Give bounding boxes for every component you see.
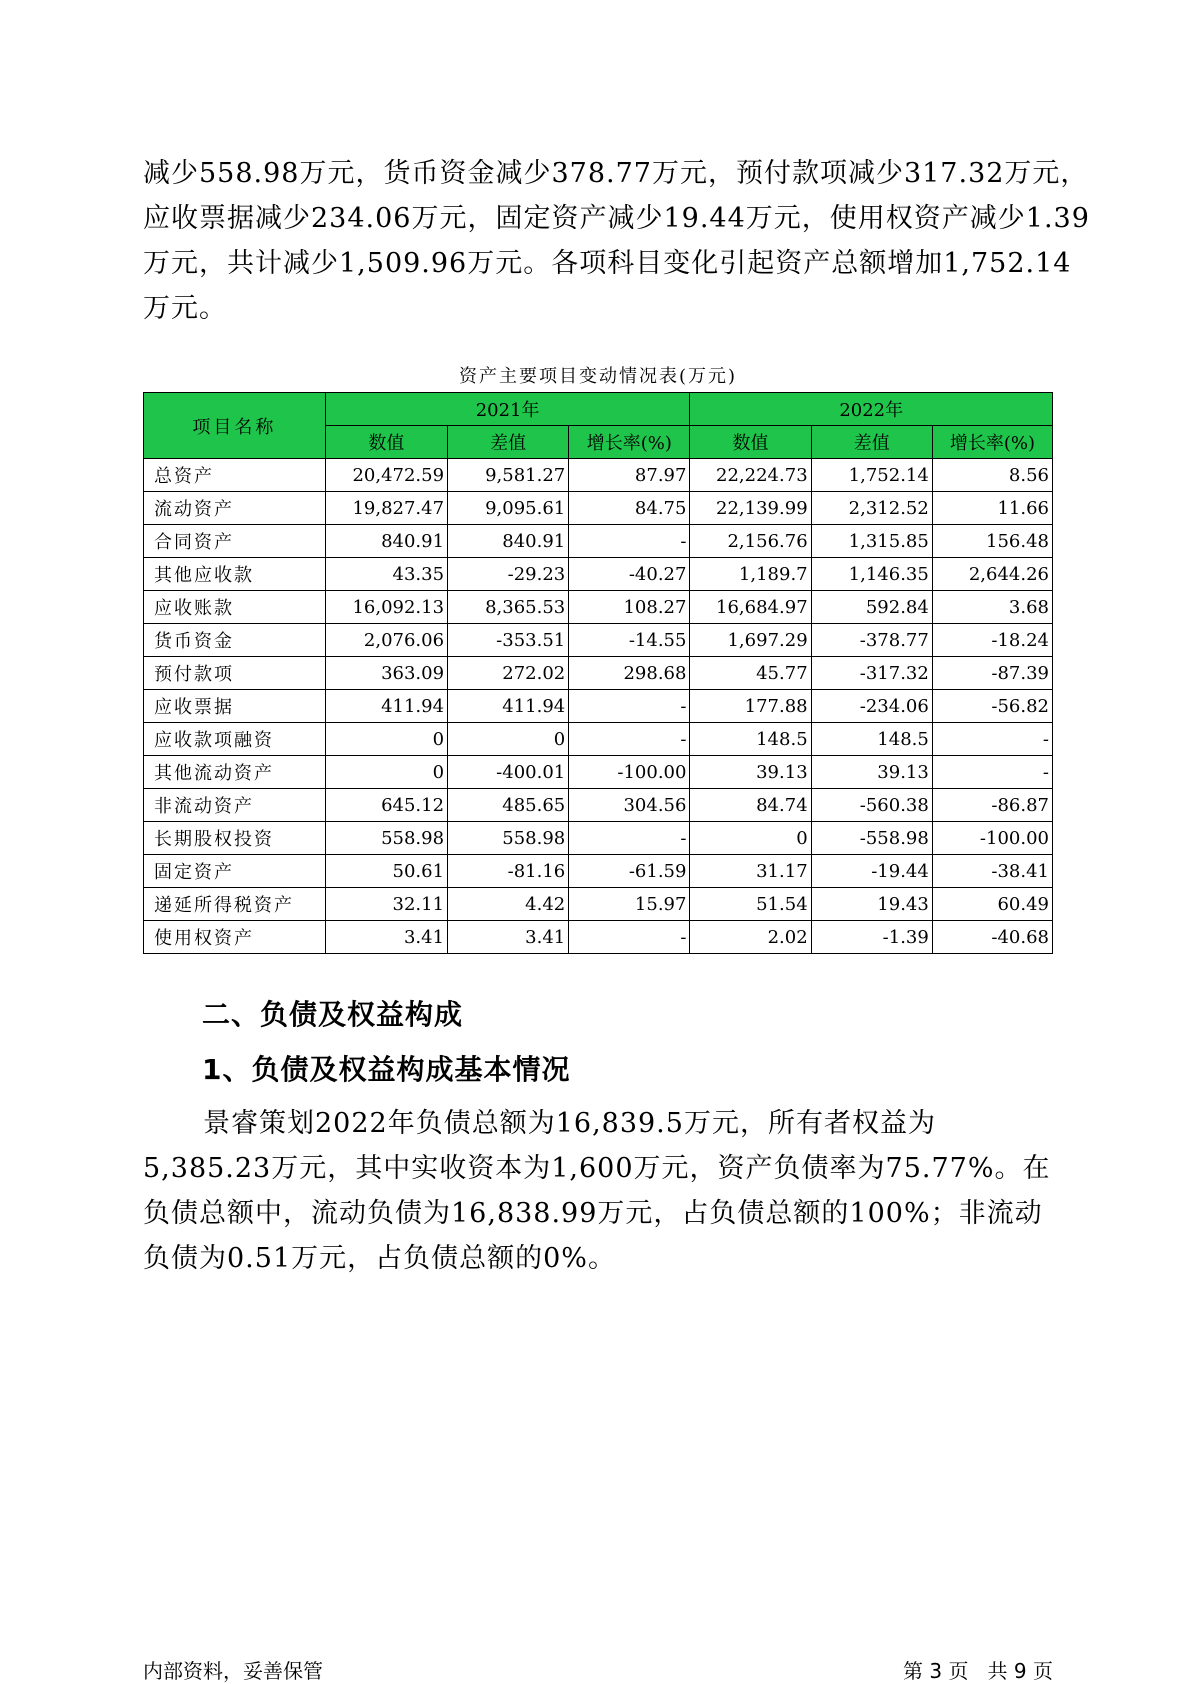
year-2021-header: 2021年 bbox=[325, 393, 690, 426]
cell-r21: 15.97 bbox=[569, 888, 690, 921]
cell-v22: 22,139.99 bbox=[690, 492, 811, 525]
cell-r22: 8.56 bbox=[932, 459, 1052, 492]
table-body bbox=[144, 459, 1053, 954]
table-row bbox=[144, 525, 1053, 558]
cell-d21: 272.02 bbox=[448, 657, 569, 690]
table-row bbox=[144, 921, 1053, 954]
cell-v21: 411.94 bbox=[325, 690, 447, 723]
year-2022-header: 2022年 bbox=[690, 393, 1053, 426]
cell-d21: 4.42 bbox=[448, 888, 569, 921]
cell-r21: -14.55 bbox=[569, 624, 690, 657]
cell-d21: -81.16 bbox=[448, 855, 569, 888]
row-item-name: 应收款项融资 bbox=[144, 723, 326, 756]
cell-d22: 19.43 bbox=[811, 888, 932, 921]
cell-d21: -353.51 bbox=[448, 624, 569, 657]
cell-d21: 485.65 bbox=[448, 789, 569, 822]
diff-header: 差值 bbox=[811, 426, 932, 459]
row-item-name: 递延所得税资产 bbox=[144, 888, 326, 921]
cell-r21: - bbox=[569, 525, 690, 558]
cell-v22: 1,189.7 bbox=[690, 558, 811, 591]
row-item-name: 其他应收款 bbox=[144, 558, 326, 591]
cell-v22: 1,697.29 bbox=[690, 624, 811, 657]
cell-d21: 3.41 bbox=[448, 921, 569, 954]
cell-v22: 45.77 bbox=[690, 657, 811, 690]
cell-v22: 2.02 bbox=[690, 921, 811, 954]
table-caption: 资产主要项目变动情况表(万元) bbox=[458, 366, 738, 387]
cell-r22: - bbox=[932, 756, 1052, 789]
rate-header: 增长率(%) bbox=[569, 426, 690, 459]
cell-r22: 3.68 bbox=[932, 591, 1052, 624]
cell-r22: -100.00 bbox=[932, 822, 1052, 855]
cell-v22: 148.5 bbox=[690, 723, 811, 756]
cell-v22: 84.74 bbox=[690, 789, 811, 822]
cell-v21: 3.41 bbox=[325, 921, 447, 954]
diff-header: 差值 bbox=[448, 426, 569, 459]
cell-v21: 558.98 bbox=[325, 822, 447, 855]
footer-confidential: 内部资料，妥善保管 bbox=[143, 1659, 323, 1683]
cell-d22: 1,146.35 bbox=[811, 558, 932, 591]
cell-r21: 108.27 bbox=[569, 591, 690, 624]
cell-d22: -560.38 bbox=[811, 789, 932, 822]
intro-line: 万元，共计减少1,509.96万元。各项科目变化引起资产总额增加1,752.14 bbox=[143, 248, 1072, 279]
cell-d21: -29.23 bbox=[448, 558, 569, 591]
table-row bbox=[144, 624, 1053, 657]
table-row bbox=[144, 888, 1053, 921]
cell-r21: 87.97 bbox=[569, 459, 690, 492]
table-row bbox=[144, 690, 1053, 723]
table-row bbox=[144, 459, 1053, 492]
rate-header: 增长率(%) bbox=[932, 426, 1052, 459]
intro-line: 万元。 bbox=[143, 293, 227, 324]
cell-d22: 39.13 bbox=[811, 756, 932, 789]
cell-v21: 840.91 bbox=[325, 525, 447, 558]
row-item-name: 使用权资产 bbox=[144, 921, 326, 954]
cell-r21: -61.59 bbox=[569, 855, 690, 888]
row-item-name: 货币资金 bbox=[144, 624, 326, 657]
cell-v22: 39.13 bbox=[690, 756, 811, 789]
cell-v22: 51.54 bbox=[690, 888, 811, 921]
cell-r22: 2,644.26 bbox=[932, 558, 1052, 591]
cell-v22: 0 bbox=[690, 822, 811, 855]
cell-v22: 177.88 bbox=[690, 690, 811, 723]
row-item-name: 总资产 bbox=[144, 459, 326, 492]
footer-page-number: 第 3 页 共 9 页 bbox=[903, 1659, 1053, 1683]
cell-v21: 2,076.06 bbox=[325, 624, 447, 657]
table-row bbox=[144, 723, 1053, 756]
intro-line: 应收票据减少234.06万元，固定资产减少19.44万元，使用权资产减少1.39 bbox=[143, 203, 1090, 234]
cell-r22: -18.24 bbox=[932, 624, 1052, 657]
table-row bbox=[144, 855, 1053, 888]
cell-r21: -100.00 bbox=[569, 756, 690, 789]
cell-v21: 50.61 bbox=[325, 855, 447, 888]
cell-d21: 8,365.53 bbox=[448, 591, 569, 624]
cell-v22: 31.17 bbox=[690, 855, 811, 888]
cell-r21: 298.68 bbox=[569, 657, 690, 690]
row-item-name: 流动资产 bbox=[144, 492, 326, 525]
cell-d22: -317.32 bbox=[811, 657, 932, 690]
value-header: 数值 bbox=[690, 426, 811, 459]
row-item-name: 应收票据 bbox=[144, 690, 326, 723]
cell-r21: - bbox=[569, 822, 690, 855]
cell-d22: 148.5 bbox=[811, 723, 932, 756]
cell-r22: 156.48 bbox=[932, 525, 1052, 558]
section-heading: 二、负债及权益构成 bbox=[202, 998, 464, 1031]
cell-v21: 363.09 bbox=[325, 657, 447, 690]
cell-v21: 20,472.59 bbox=[325, 459, 447, 492]
asset-change-table bbox=[143, 392, 1053, 954]
row-item-name: 长期股权投资 bbox=[144, 822, 326, 855]
table-row bbox=[144, 789, 1053, 822]
cell-r22: -86.87 bbox=[932, 789, 1052, 822]
cell-v21: 43.35 bbox=[325, 558, 447, 591]
row-item-name: 应收账款 bbox=[144, 591, 326, 624]
row-item-name: 其他流动资产 bbox=[144, 756, 326, 789]
cell-r21: -40.27 bbox=[569, 558, 690, 591]
intro-line: 减少558.98万元，货币资金减少378.77万元，预付款项减少317.32万元， bbox=[143, 158, 1089, 189]
cell-d21: 9,581.27 bbox=[448, 459, 569, 492]
table-row bbox=[144, 657, 1053, 690]
cell-d22: -378.77 bbox=[811, 624, 932, 657]
cell-d21: 558.98 bbox=[448, 822, 569, 855]
value-header: 数值 bbox=[325, 426, 447, 459]
table-row bbox=[144, 591, 1053, 624]
table-row bbox=[144, 756, 1053, 789]
cell-d21: 9,095.61 bbox=[448, 492, 569, 525]
cell-d22: 592.84 bbox=[811, 591, 932, 624]
cell-d22: -558.98 bbox=[811, 822, 932, 855]
cell-d22: 1,315.85 bbox=[811, 525, 932, 558]
row-item-name: 合同资产 bbox=[144, 525, 326, 558]
cell-r21: - bbox=[569, 723, 690, 756]
cell-d21: 0 bbox=[448, 723, 569, 756]
cell-v21: 32.11 bbox=[325, 888, 447, 921]
cell-v21: 0 bbox=[325, 723, 447, 756]
table-row bbox=[144, 822, 1053, 855]
row-item-name: 预付款项 bbox=[144, 657, 326, 690]
cell-d22: 1,752.14 bbox=[811, 459, 932, 492]
cell-d22: 2,312.52 bbox=[811, 492, 932, 525]
cell-r21: 84.75 bbox=[569, 492, 690, 525]
section-subheading: 1、负债及权益构成基本情况 bbox=[202, 1053, 571, 1086]
intro-paragraph bbox=[143, 151, 1090, 331]
cell-r22: 60.49 bbox=[932, 888, 1052, 921]
cell-v21: 16,092.13 bbox=[325, 591, 447, 624]
cell-r21: - bbox=[569, 921, 690, 954]
cell-r22: -40.68 bbox=[932, 921, 1052, 954]
cell-v22: 16,684.97 bbox=[690, 591, 811, 624]
cell-v21: 19,827.47 bbox=[325, 492, 447, 525]
cell-v21: 645.12 bbox=[325, 789, 447, 822]
section-body: 景睿策划2022年负债总额为16,839.5万元，所有者权益为5,385.23万元，其中实收资本为1,600万元，资产负债率为75.77%。在负债总额中，流动负债为16,838.99万元，占负债总额的100%；非流动负债为0.51万元，占负债总额的0%。 bbox=[143, 1108, 1051, 1274]
cell-r22: -38.41 bbox=[932, 855, 1052, 888]
cell-v21: 0 bbox=[325, 756, 447, 789]
cell-r22: -56.82 bbox=[932, 690, 1052, 723]
cell-r22: - bbox=[932, 723, 1052, 756]
cell-d22: -19.44 bbox=[811, 855, 932, 888]
cell-r22: 11.66 bbox=[932, 492, 1052, 525]
cell-d22: -234.06 bbox=[811, 690, 932, 723]
cell-v22: 22,224.73 bbox=[690, 459, 811, 492]
cell-v22: 2,156.76 bbox=[690, 525, 811, 558]
cell-d21: 840.91 bbox=[448, 525, 569, 558]
cell-r21: - bbox=[569, 690, 690, 723]
cell-d21: -400.01 bbox=[448, 756, 569, 789]
cell-r21: 304.56 bbox=[569, 789, 690, 822]
item-name-header: 项目名称 bbox=[144, 393, 326, 459]
cell-r22: -87.39 bbox=[932, 657, 1052, 690]
row-item-name: 非流动资产 bbox=[144, 789, 326, 822]
row-item-name: 固定资产 bbox=[144, 855, 326, 888]
cell-d21: 411.94 bbox=[448, 690, 569, 723]
table-row bbox=[144, 492, 1053, 525]
cell-d22: -1.39 bbox=[811, 921, 932, 954]
table-row bbox=[144, 558, 1053, 591]
